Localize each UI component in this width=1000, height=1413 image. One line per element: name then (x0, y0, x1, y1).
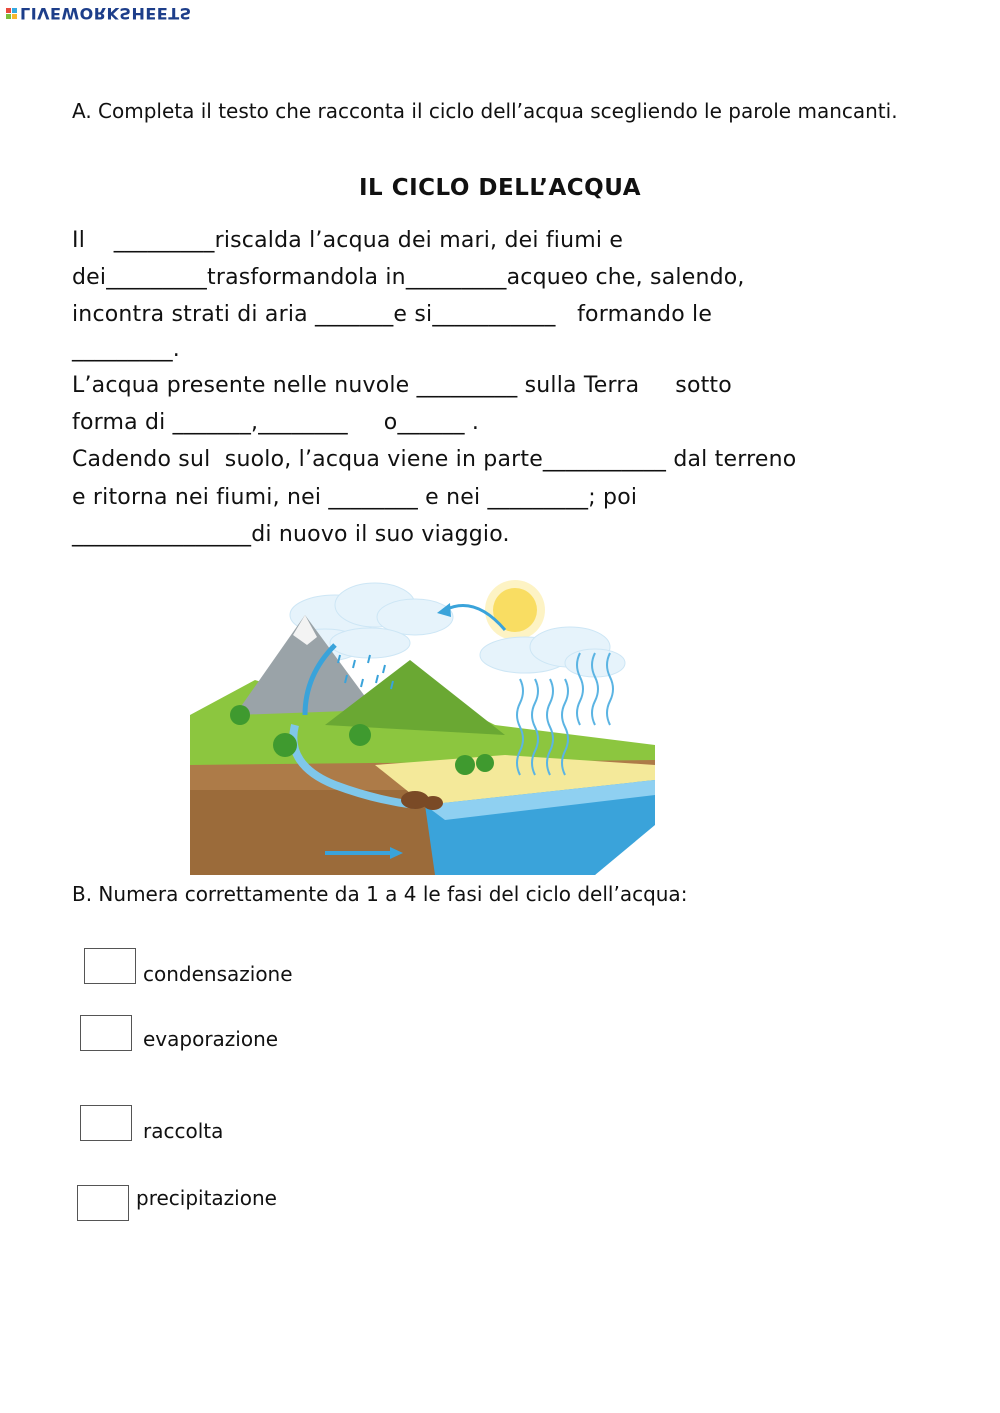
section-b-instruction: B. Numera correttamente da 1 a 4 le fasi del ciclo dell’acqua: (72, 882, 688, 906)
answer-box-condensazione[interactable] (84, 948, 136, 984)
text-line: Il _________riscalda l’acqua dei mari, dei fiumi e (72, 228, 624, 253)
answer-box-precipitazione[interactable] (77, 1185, 129, 1221)
section-a-instruction: A. Completa il testo che racconta il ciclo dell’acqua scegliendo le parole mancanti. (72, 99, 898, 123)
text-line: incontra strati di aria _______e si___________ formando le (72, 302, 713, 327)
answer-box-evaporazione[interactable] (80, 1015, 132, 1051)
logo-text: LIVEWORKSHEETS (20, 3, 192, 23)
option-evaporazione: evaporazione (143, 1027, 279, 1051)
liveworksheets-logo (6, 2, 192, 24)
text-line: Cadendo sul suolo, l’acqua viene in parte___________ dal terreno (72, 447, 797, 472)
text-line: L’acqua presente nelle nuvole _________ sulla Terra sotto (72, 373, 732, 398)
option-condensazione: condensazione (143, 962, 293, 986)
option-raccolta: raccolta (143, 1119, 224, 1143)
text-line: forma di _______,________ o______ . (72, 410, 480, 435)
text-line: dei_________trasformandola in_________acqueo che, salendo, (72, 265, 745, 290)
text-line: ________________di nuovo il suo viaggio. (72, 522, 510, 547)
text-line: e ritorna nei fiumi, nei ________ e nei _________; poi (72, 485, 638, 510)
option-precipitazione: precipitazione (136, 1186, 277, 1210)
text-line: _________. (72, 337, 180, 362)
answer-box-raccolta[interactable] (80, 1105, 132, 1141)
water-cycle-illustration (175, 575, 675, 875)
logo-mark-icon (6, 8, 17, 19)
worksheet-title: IL CICLO DELL’ACQUA (359, 175, 641, 201)
